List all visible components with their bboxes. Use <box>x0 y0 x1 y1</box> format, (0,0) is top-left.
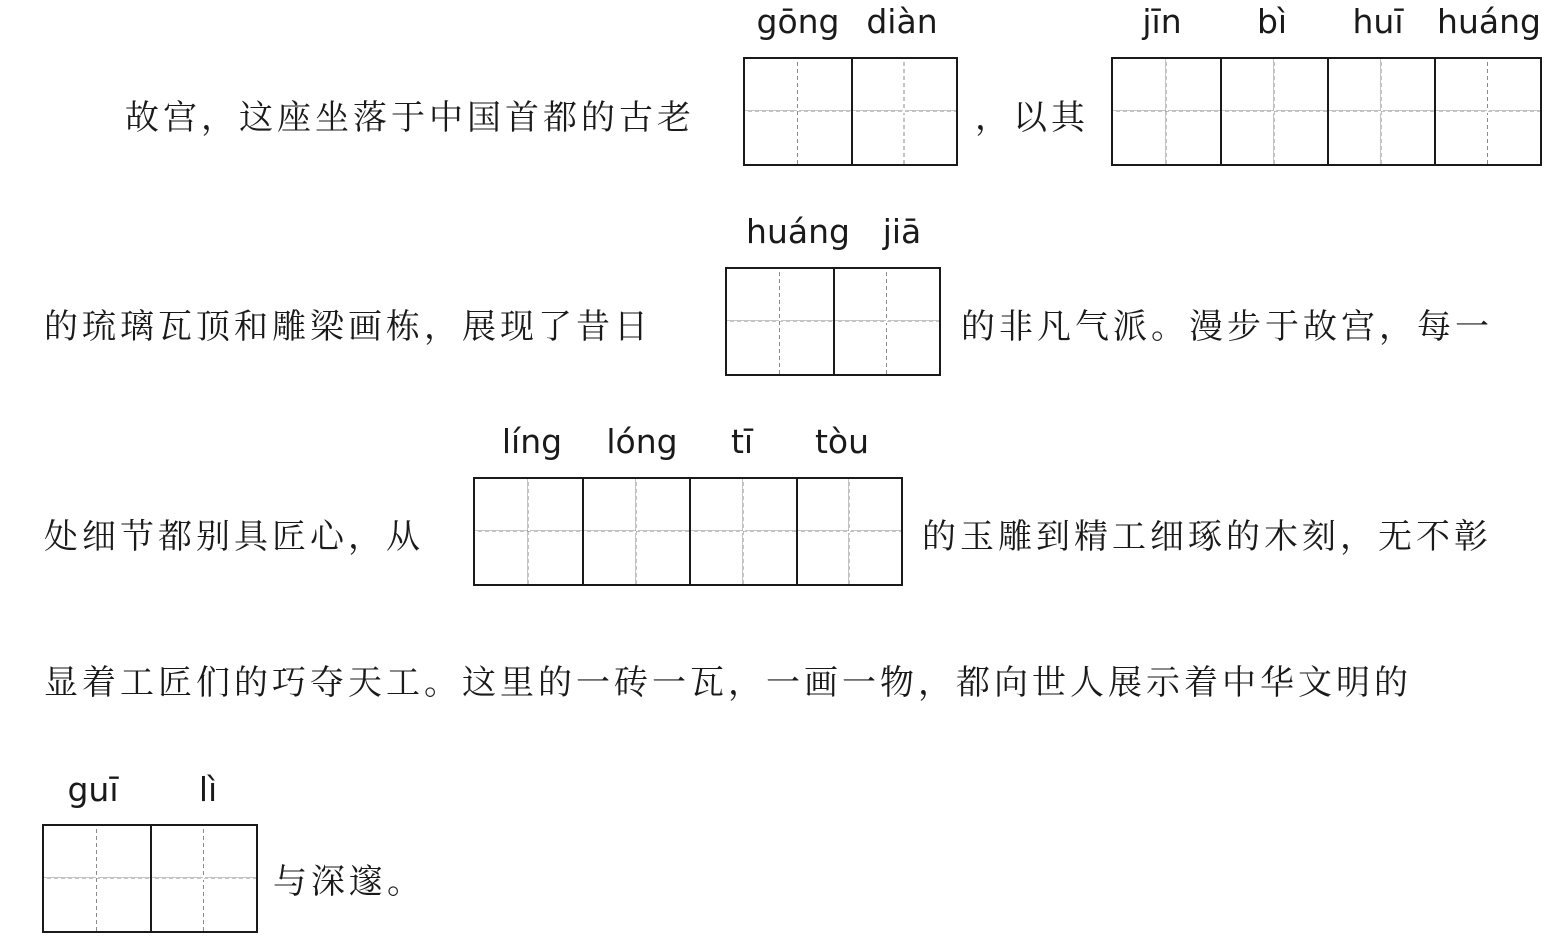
passage-text-line5-end: 与深邃。 <box>273 862 425 902</box>
passage-text-line4: 显着工匠们的巧夺天工。这里的一砖一瓦，一画一物，都向世人展示着中华文明的 <box>44 663 1412 703</box>
pinyin-gui: guī <box>67 770 119 809</box>
pinyin-dian: diàn <box>866 2 938 41</box>
answer-grid-gongdian[interactable] <box>743 57 958 166</box>
grid-cell[interactable] <box>582 479 689 584</box>
grid-cell[interactable] <box>1327 59 1434 164</box>
pinyin-ti: tī <box>730 422 754 461</box>
answer-grid-huangjia[interactable] <box>725 267 941 376</box>
pinyin-huang: huáng <box>746 212 850 251</box>
pinyin-tou: tòu <box>814 422 870 461</box>
passage-text-line3-start: 处细节都别具匠心，从 <box>44 517 424 557</box>
grid-cell[interactable] <box>44 826 150 931</box>
passage-text-line1-start: 故宫，这座坐落于中国首都的古老 <box>125 98 695 138</box>
pinyin-jia: jiā <box>882 212 922 251</box>
pinyin-bi: bì <box>1256 2 1288 41</box>
grid-cell[interactable] <box>796 479 901 584</box>
grid-cell[interactable] <box>689 479 796 584</box>
grid-cell[interactable] <box>1220 59 1327 164</box>
answer-grid-guili[interactable] <box>42 824 258 933</box>
passage-text-line2-start: 的琉璃瓦顶和雕梁画栋，展现了昔日 <box>44 307 652 347</box>
passage-text-line3-end: 的玉雕到精工细琢的木刻，无不彰 <box>922 517 1492 557</box>
grid-cell[interactable] <box>833 269 939 374</box>
grid-cell[interactable] <box>1434 59 1540 164</box>
grid-cell[interactable] <box>1113 59 1220 164</box>
grid-cell[interactable] <box>150 826 256 931</box>
grid-cell[interactable] <box>745 59 851 164</box>
pinyin-jin: jīn <box>1142 2 1182 41</box>
passage-text-line2-end: 的非凡气派。漫步于故宫，每一 <box>961 307 1493 347</box>
passage-text-line1-end: ，以其 <box>975 98 1089 138</box>
grid-cell[interactable] <box>475 479 582 584</box>
grid-cell[interactable] <box>851 59 956 164</box>
pinyin-huang: huáng <box>1437 2 1541 41</box>
pinyin-gong: gōng <box>756 2 840 41</box>
grid-cell[interactable] <box>727 269 833 374</box>
pinyin-hui: huī <box>1352 2 1404 41</box>
pinyin-ling: líng <box>501 422 563 461</box>
pinyin-li: lì <box>198 770 218 809</box>
answer-grid-linglongtitou[interactable] <box>473 477 903 586</box>
pinyin-long: lóng <box>606 422 678 461</box>
answer-grid-jinbihuihuang[interactable] <box>1111 57 1542 166</box>
